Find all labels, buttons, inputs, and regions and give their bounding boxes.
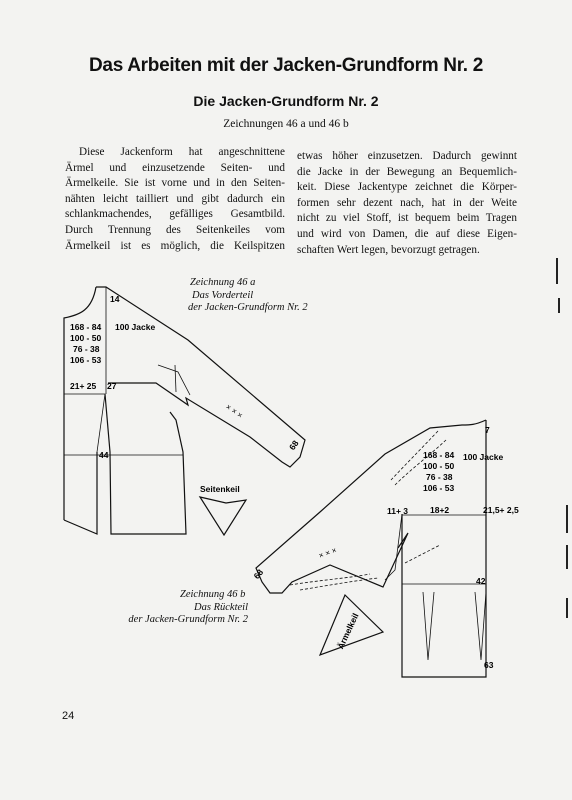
gusset-label: Seitenkeil — [200, 484, 240, 494]
text-line: formen sehr dezent nach, hat in der Weite — [297, 196, 517, 209]
size-label: 76 - 38 — [73, 344, 100, 354]
front-piece — [64, 287, 305, 535]
svg-text:× × ×: × × × — [317, 545, 338, 561]
margin-mark — [556, 258, 558, 284]
svg-text:× × ×: × × × — [224, 402, 245, 421]
caption-line: Zeichnung 46 a — [190, 277, 256, 288]
text-line: Durch Trennung des Seitenkeiles vom — [65, 223, 285, 236]
margin-mark — [566, 598, 568, 618]
size-label: 76 - 38 — [426, 472, 453, 482]
text-line: Ärmelkeile. Sie ist vorne und in den Seiten- — [65, 177, 285, 190]
section-title: Die Jacken-Grundform Nr. 2 — [193, 93, 379, 109]
measure-label: 44 — [99, 450, 109, 460]
measure-label: 14 — [110, 294, 120, 304]
size-label: 106 - 53 — [423, 483, 455, 493]
jacket-size-label: 100 Jacke — [463, 452, 504, 462]
measure-label: 68 — [251, 567, 266, 581]
text-line: und wird von Damen, die auf diese Eigen- — [297, 227, 517, 240]
text-line: Ärmelkeil ist es möglich, die Keilspitzen — [65, 239, 285, 252]
caption-line: Das Vorderteil — [192, 289, 254, 301]
margin-mark — [558, 298, 560, 313]
caption-line: Das Rückteil — [194, 601, 248, 613]
text-line: nähten leicht tailliert und gibt dadurch ein — [65, 192, 285, 205]
measure-label: 27 — [107, 381, 117, 391]
margin-mark — [566, 505, 568, 533]
page-number: 24 — [62, 710, 75, 722]
measure-label: 63 — [484, 660, 494, 670]
measure-label: 68 — [286, 438, 301, 452]
drawings-reference: Zeichnungen 46 a und 46 b — [223, 118, 349, 130]
size-label: 100 - 50 — [423, 461, 455, 471]
size-label: 168 - 84 — [423, 450, 455, 460]
measure-label: 11+ 3 — [387, 506, 409, 516]
measure-label: 7 — [485, 425, 490, 435]
size-label: 168 - 84 — [70, 322, 102, 332]
text-line: Ärmel und einzusetzende Seiten- und — [65, 161, 285, 174]
text-line: die Jacke in der Bewegung an Bequemlich- — [297, 165, 517, 178]
caption-line: der Jacken-Grundform Nr. 2 — [188, 302, 308, 313]
size-label: 100 - 50 — [70, 333, 102, 343]
back-piece — [251, 420, 518, 677]
page-title: Das Arbeiten mit der Jacken-Grundform Nr. 2 — [89, 55, 483, 76]
side-gusset — [200, 497, 246, 535]
text-line: keit. Diese Jackentype zeichnet die Körper- — [297, 181, 517, 194]
gusset-label: Ärmelkeil — [335, 611, 361, 651]
measure-label: 21,5+ 2,5 — [483, 505, 519, 515]
measure-label: 18+2 — [430, 505, 450, 515]
text-line: nicht zu viel Stoff, ist bequem beim Tragen — [297, 212, 517, 225]
size-label: 106 - 53 — [70, 355, 102, 365]
text-line: schaften Wert legen, bevorzugt getragen. — [297, 243, 480, 256]
text-line: etwas höher einzusetzen. Dadurch gewinnt — [297, 150, 517, 162]
measure-label: 42 — [476, 576, 486, 586]
measure-label: 21+ 25 — [70, 381, 97, 391]
caption-line: der Jacken-Grundform Nr. 2 — [128, 614, 248, 625]
jacket-size-label: 100 Jacke — [115, 322, 156, 332]
text-line: Diese Jackenform hat angeschnittene — [79, 146, 285, 158]
caption-line: Zeichnung 46 b — [180, 589, 246, 600]
text-line: schlankmachendes, gefälliges Gesamtbild. — [65, 208, 285, 221]
margin-mark — [566, 545, 568, 569]
